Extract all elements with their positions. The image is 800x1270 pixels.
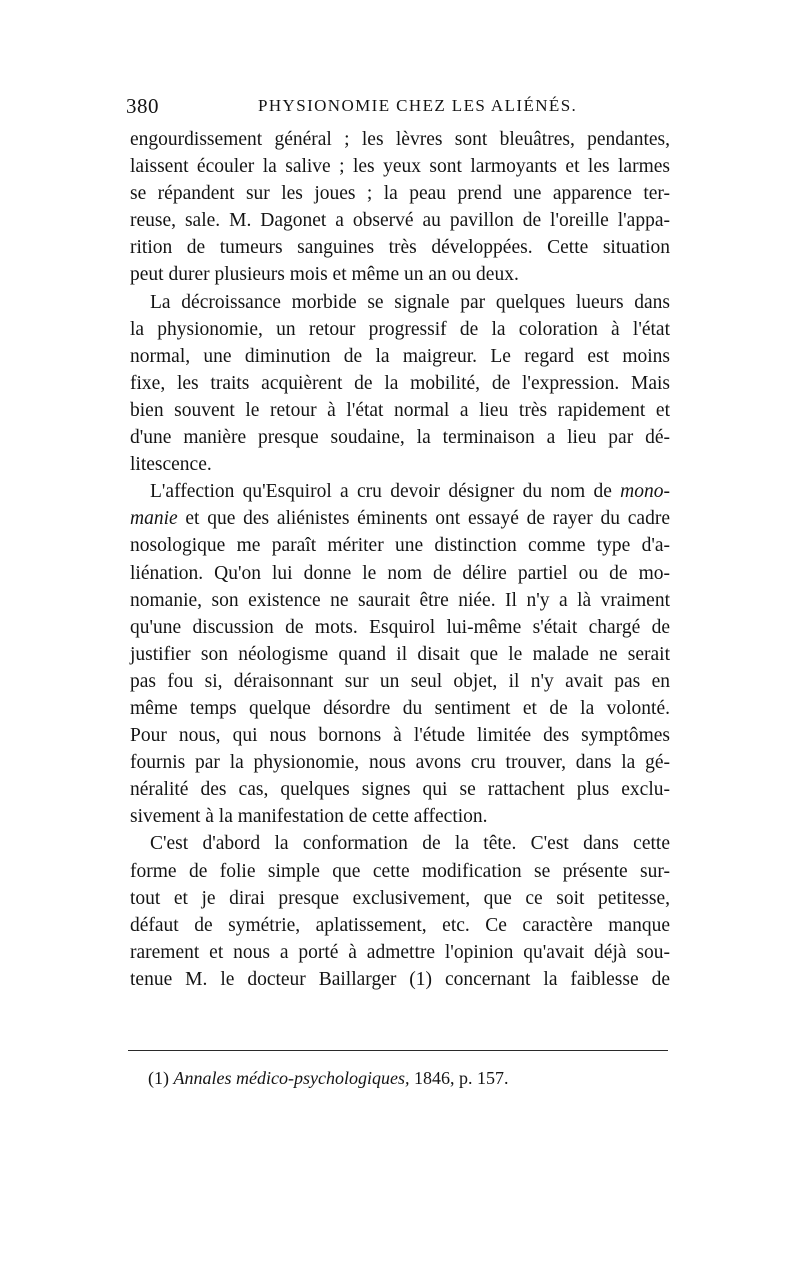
text-line: reuse, sale. M. Dagonet a observé au pavillon de l'oreille l'appa- bbox=[130, 210, 670, 232]
text-line: engourdissement général ; les lèvres sont bleuâtres, pendantes, bbox=[130, 129, 670, 150]
text-line: nosologique me paraît mériter une distinction comme type d'a- bbox=[130, 535, 670, 557]
text-line: la physionomie, un retour progressif de la coloration à l'état bbox=[130, 318, 670, 340]
text-line: néralité des cas, quelques signes qui se rattachent plus exclu- bbox=[130, 779, 670, 801]
text-segment: L'affection qu'Esquirol a cru devoir désigner du nom de bbox=[150, 481, 612, 503]
running-head bbox=[126, 94, 671, 120]
text-line: tout et je dirai presque exclusivement, que ce soit petitesse, bbox=[130, 887, 670, 909]
italic-term: manie bbox=[130, 508, 178, 530]
text-line: nomanie, son existence ne saurait être niée. Il n'y a là vraiment bbox=[130, 589, 670, 611]
text-line: La décroissance morbide se signale par quelques lueurs dans bbox=[150, 291, 670, 313]
text-line: forme de folie simple que cette modification se présente sur- bbox=[130, 860, 670, 882]
text-line: C'est d'abord la conformation de la tête. C'est dans cette bbox=[150, 833, 670, 855]
text-line: laissent écouler la salive ; les yeux sont larmoyants et les larmes bbox=[130, 156, 670, 178]
text-line: liénation. Qu'on lui donne le nom de délire partiel ou de mo- bbox=[130, 562, 670, 584]
footnote-divider bbox=[128, 1050, 668, 1051]
text-line: fournis par la physionomie, nous avons cru trouver, dans la gé- bbox=[130, 752, 670, 774]
footnote-journal: Annales médico-psychologiques, bbox=[173, 1068, 410, 1088]
text-line: rition de tumeurs sanguines très développées. Cette situation bbox=[130, 237, 670, 259]
text-line: normal, une diminution de la maigreur. Le regard est moins bbox=[130, 345, 670, 367]
text-line bbox=[130, 505, 670, 532]
text-line: bien souvent le retour à l'état normal a lieu très rapidement et bbox=[130, 399, 670, 421]
text-line: défaut de symétrie, aplatissement, etc. Ce caractère manque bbox=[130, 914, 670, 936]
footnote bbox=[148, 1066, 508, 1090]
footnote-marker: (1) bbox=[148, 1068, 169, 1088]
text-line: peut durer plusieurs mois et même un an ou deux. bbox=[130, 264, 519, 286]
text-line: pas fou si, déraisonnant sur un seul objet, il n'y avait pas en bbox=[130, 670, 670, 692]
text-line: tenue M. le docteur Baillarger (1) concernant la faiblesse de bbox=[130, 968, 670, 990]
text-line: rarement et nous a porté à admettre l'opinion qu'avait déjà sou- bbox=[130, 941, 670, 963]
text-line: litescence. bbox=[130, 454, 212, 476]
text-line: Pour nous, qui nous bornons à l'étude limitée des symptômes bbox=[130, 725, 670, 747]
italic-term: mono- bbox=[620, 481, 670, 503]
running-title: PHYSIONOMIE CHEZ LES ALIÉNÉS. bbox=[258, 96, 578, 115]
page-number: 380 bbox=[126, 94, 159, 118]
text-line: sivement à la manifestation de cette affection. bbox=[130, 806, 488, 828]
body-text bbox=[130, 126, 670, 993]
text-line: fixe, les traits acquièrent de la mobilité, de l'expression. Mais bbox=[130, 372, 670, 394]
text-line: qu'une discussion de mots. Esquirol lui-même s'était chargé de bbox=[130, 616, 670, 638]
footnote-reference: 1846, p. 157. bbox=[413, 1068, 509, 1088]
text-line: justifier son néologisme quand il disait que le malade ne serait bbox=[130, 643, 670, 665]
text-line bbox=[130, 478, 670, 505]
text-line: même temps quelque désordre du sentiment et de la volonté. bbox=[130, 697, 670, 719]
text-line: se répandent sur les joues ; la peau prend une apparence ter- bbox=[130, 183, 670, 205]
text-segment: et que des aliénistes éminents ont essayé de rayer du cadre bbox=[177, 508, 670, 530]
text-line: d'une manière presque soudaine, la terminaison a lieu par dé- bbox=[130, 427, 670, 449]
